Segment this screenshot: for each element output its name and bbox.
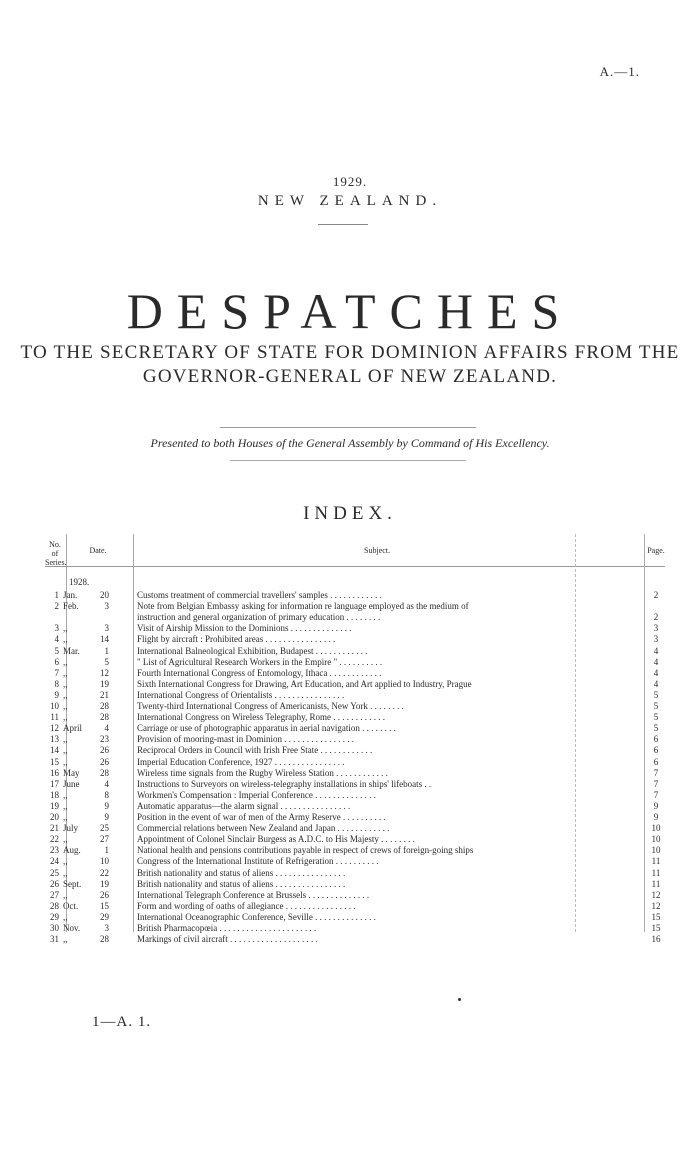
- page-number: 4: [653, 667, 659, 678]
- series-number: 29: [50, 911, 59, 922]
- date-cell: [63, 790, 121, 801]
- table-row: [45, 634, 665, 645]
- date-cell: [63, 601, 121, 612]
- subject: Position in the event of war of men of the Army Reserve . . . . . . . . . .: [137, 812, 386, 822]
- subject: Customs treatment of commercial travellers' samples . . . . . . . . . . . .: [137, 590, 382, 600]
- series-number: 26: [50, 878, 59, 889]
- subject: Commercial relations between New Zealand and Japan . . . . . . . . . . . .: [137, 823, 390, 834]
- table-row: [45, 679, 665, 690]
- month: July: [63, 823, 79, 834]
- day: 15: [100, 900, 109, 911]
- subject: International Oceanographic Conference, Seville . . . . . . . . . . . . . .: [137, 911, 376, 922]
- subject: Form and wording of oaths of allegiance . . . . . . . . . . . . . . . .: [137, 900, 356, 911]
- date-cell: [63, 757, 121, 768]
- table-row: [45, 790, 665, 801]
- date-cell: [63, 768, 121, 779]
- page-number: 6: [653, 734, 659, 745]
- subject: British nationality and status of aliens . . . . . . . . . . . . . . . .: [137, 878, 346, 889]
- month: ,,: [63, 867, 68, 878]
- month: ,,: [63, 889, 68, 900]
- day: 20: [100, 590, 109, 600]
- date-cell: [63, 657, 121, 668]
- date-cell: [63, 590, 121, 601]
- country-heading: NEW ZEALAND.: [257, 193, 443, 209]
- date-cell: [63, 668, 121, 679]
- page-number: 5: [653, 712, 659, 723]
- series-number: 10: [50, 701, 59, 711]
- day: 9: [104, 800, 109, 811]
- series-number: 11: [50, 712, 59, 723]
- subject: Twenty-third International Congress of Americanists, New York . . . . . . . .: [137, 701, 404, 711]
- month: ,,: [63, 834, 68, 845]
- month: ,,: [63, 800, 68, 811]
- series-number: 27: [50, 889, 59, 900]
- day: 29: [100, 911, 109, 922]
- month: ,,: [63, 678, 68, 689]
- page-number: 10: [651, 823, 661, 834]
- table-row: [45, 845, 665, 856]
- day: 4: [104, 723, 109, 734]
- page-number: 6: [653, 756, 659, 767]
- page-number: 7: [653, 767, 659, 778]
- series-number: 7: [54, 667, 59, 678]
- subject: International Congress on Wireless Telegraphy, Rome . . . . . . . . . . . .: [137, 712, 386, 723]
- date-cell: [63, 834, 121, 845]
- day: 3: [104, 923, 109, 933]
- day: 9: [104, 812, 109, 822]
- subject: Visit of Airship Mission to the Dominions . . . . . . . . . . . . . .: [137, 623, 352, 634]
- index-table: [45, 534, 665, 945]
- description-line-1: TO THE SECRETARY OF STATE FOR DOMINION AFFAIRS FROM THE: [20, 342, 680, 363]
- subject: " List of Agricultural Research Workers in the Empire " . . . . . . . . . .: [137, 656, 383, 667]
- header-no: No. of Series.: [45, 540, 67, 567]
- month: Sept.: [63, 878, 82, 889]
- page-number: 4: [653, 678, 659, 689]
- page-number: 3: [653, 634, 659, 645]
- page-number: 9: [653, 812, 659, 822]
- day: 22: [100, 867, 109, 878]
- day: 12: [100, 667, 109, 678]
- page-number: 11: [651, 856, 661, 867]
- series-number: 31: [50, 934, 59, 945]
- subject: International Congress of Orientalists . . . . . . . . . . . . . . . .: [137, 689, 345, 700]
- page-number: 11: [651, 867, 661, 878]
- subject: International Telegraph Conference at Brussels . . . . . . . . . . . . . .: [137, 889, 370, 900]
- subject: Appointment of Colonel Sinclair Burgess as A.D.C. to His Majesty . . . . . . . .: [137, 834, 415, 845]
- subject: Markings of civil aircraft . . . . . . . . . . . . . . . . . . . .: [137, 934, 318, 945]
- date-cell: [63, 879, 121, 890]
- subject: Automatic apparatus—the alarm signal . . . . . . . . . . . . . . . .: [137, 800, 351, 811]
- month: ,,: [63, 634, 68, 645]
- series-number: 4: [54, 634, 59, 645]
- table-row: [45, 923, 665, 934]
- page-number: 15: [651, 923, 661, 933]
- table-row: [45, 690, 665, 701]
- date-cell: [63, 923, 121, 934]
- series-number: 28: [50, 900, 59, 911]
- page-number: 5: [653, 723, 659, 734]
- series-number: 20: [50, 812, 59, 822]
- table-row: [45, 734, 665, 745]
- month: ,,: [63, 856, 68, 867]
- month: ,,: [63, 734, 68, 745]
- date-cell: [63, 934, 121, 945]
- year-label: 1928.: [69, 577, 90, 587]
- series-number: 6: [54, 656, 59, 667]
- date-cell: [63, 901, 121, 912]
- day: 10: [100, 856, 109, 867]
- series-number: 8: [54, 678, 59, 689]
- date-cell: [63, 646, 121, 657]
- table-row: [45, 779, 665, 790]
- table-row: [45, 856, 665, 867]
- table-row: [45, 757, 665, 768]
- day: 19: [100, 878, 109, 889]
- month: Jan.: [63, 590, 78, 600]
- divider: [230, 460, 466, 461]
- table-row: [45, 868, 665, 879]
- subject: Flight by aircraft : Prohibited areas . . . . . . . . . . . . . . . .: [137, 634, 336, 645]
- subject: British nationality and status of aliens . . . . . . . . . . . . . . . .: [137, 867, 346, 878]
- index-title: INDEX.: [303, 503, 397, 524]
- series-number: 15: [50, 756, 59, 767]
- month: Nov.: [63, 923, 81, 933]
- month: ,,: [63, 745, 68, 756]
- date-cell: [63, 723, 121, 734]
- day: 28: [100, 701, 109, 711]
- table-row: [45, 601, 665, 612]
- table-row: [45, 701, 665, 712]
- date-cell: [63, 823, 121, 834]
- series-number: 1: [54, 590, 59, 600]
- series-number: 16: [50, 767, 59, 778]
- table-row: [45, 668, 665, 679]
- subject: Note from Belgian Embassy asking for information re language employed as the medium of: [137, 601, 469, 612]
- series-number: 30: [50, 923, 59, 933]
- date-cell: [63, 812, 121, 823]
- month: ,,: [63, 756, 68, 767]
- page-number: 10: [651, 834, 661, 845]
- day: 1: [104, 645, 109, 656]
- month: April: [63, 723, 82, 734]
- date-cell: [63, 734, 121, 745]
- header-date: Date.: [89, 546, 107, 555]
- date-cell: [63, 745, 121, 756]
- date-cell: [63, 890, 121, 901]
- subject: Wireless time signals from the Rugby Wireless Station . . . . . . . . . . . .: [137, 767, 388, 778]
- date-cell: [63, 845, 121, 856]
- month: June: [63, 778, 80, 789]
- ink-dot: [458, 998, 461, 1001]
- day: 19: [100, 678, 109, 689]
- divider: [318, 224, 368, 225]
- table-row: [45, 612, 665, 623]
- day: 1: [104, 845, 109, 856]
- table-row: [45, 623, 665, 634]
- series-number: 24: [50, 856, 59, 867]
- month: ,,: [63, 934, 68, 945]
- series-number: 2: [54, 601, 59, 612]
- date-cell: [63, 623, 121, 634]
- subject: Workmen's Compensation : Imperial Conference . . . . . . . . . . . . . .: [137, 789, 376, 800]
- year: 1929.: [332, 174, 368, 189]
- subject: instruction and general organization of primary education . . . . . . . .: [137, 612, 381, 623]
- month: Feb.: [63, 601, 79, 612]
- table-row: [45, 590, 665, 601]
- page-number: 15: [651, 911, 661, 922]
- day: 28: [100, 934, 109, 945]
- month: ,,: [63, 812, 68, 822]
- date-cell: [63, 679, 121, 690]
- series-number: 5: [54, 645, 59, 656]
- date-cell: [63, 690, 121, 701]
- page-number: 4: [653, 645, 659, 656]
- subject: International Balneological Exhibition, Budapest . . . . . . . . . . . .: [137, 645, 368, 656]
- series-number: 25: [50, 867, 59, 878]
- page-title: DESPATCHES: [126, 283, 574, 339]
- month: ,,: [63, 667, 68, 678]
- page-number: 9: [653, 800, 659, 811]
- month: Mar.: [63, 645, 80, 656]
- subject: British Pharmacopœia . . . . . . . . . . . . . . . . . . . . . .: [137, 923, 317, 933]
- day: 26: [100, 756, 109, 767]
- day: 23: [100, 734, 109, 745]
- page-number: 3: [653, 623, 659, 634]
- page-number: 7: [653, 778, 659, 789]
- header-subject: Subject.: [364, 546, 390, 555]
- date-cell: [63, 912, 121, 923]
- table-row: [45, 657, 665, 668]
- table-row: [45, 723, 665, 734]
- table-row: [45, 912, 665, 923]
- month: ,,: [63, 656, 68, 667]
- month: ,,: [63, 911, 68, 922]
- table-row: [45, 834, 665, 845]
- page-number: 2: [653, 612, 659, 623]
- subject: Carriage or use of photographic apparatus in aerial navigation . . . . . . . .: [137, 723, 396, 734]
- divider: [220, 427, 476, 428]
- series-number: 19: [50, 800, 59, 811]
- series-number: 13: [50, 734, 59, 745]
- day: 4: [104, 778, 109, 789]
- table-row: [45, 879, 665, 890]
- subject: Imperial Education Conference, 1927 . . . . . . . . . . . . . . . .: [137, 756, 345, 767]
- subject: Provision of mooring-mast in Dominion . . . . . . . . . . . . . . . .: [137, 734, 354, 745]
- month: Aug.: [63, 845, 81, 856]
- table-row: [45, 646, 665, 657]
- page-signature: 1—A. 1.: [92, 1014, 152, 1030]
- table-row: [45, 901, 665, 912]
- day: 5: [104, 656, 109, 667]
- day: 14: [100, 634, 109, 645]
- date-cell: [63, 779, 121, 790]
- subject: Reciprocal Orders in Council with Irish Free State . . . . . . . . . . . .: [137, 745, 373, 756]
- series-number: 21: [50, 823, 59, 834]
- series-number: 12: [50, 723, 59, 734]
- page-number: 12: [651, 900, 661, 911]
- subject: Sixth International Congress for Drawing, Art Education, and Art applied to Industry, Prague: [137, 678, 472, 689]
- table-row: [45, 812, 665, 823]
- day: 26: [100, 889, 109, 900]
- table-row: [45, 823, 665, 834]
- table-row: [45, 934, 665, 945]
- month: ,,: [63, 789, 68, 800]
- subject: National health and pensions contributions payable in respect of crews of foreign-going ships: [137, 845, 474, 856]
- description-line-2: GOVERNOR-GENERAL OF NEW ZEALAND.: [142, 366, 558, 387]
- table-row: [45, 745, 665, 756]
- table-row: [45, 768, 665, 779]
- page-number: 11: [651, 878, 661, 889]
- series-number: 23: [50, 845, 59, 856]
- page-number: 4: [653, 656, 659, 667]
- table-row: [45, 712, 665, 723]
- series-number: 18: [50, 789, 59, 800]
- series-number: 3: [54, 623, 59, 634]
- page-number: 7: [653, 789, 659, 800]
- day: 3: [104, 601, 109, 612]
- page-number: 12: [651, 889, 661, 900]
- date-cell: [63, 868, 121, 879]
- month: May: [63, 767, 80, 778]
- header-page: Page.: [647, 546, 665, 555]
- month: ,,: [63, 623, 68, 634]
- series-number: 9: [54, 689, 59, 700]
- day: 28: [100, 767, 109, 778]
- page-number: 5: [653, 701, 659, 711]
- month: Oct.: [63, 900, 79, 911]
- date-cell: [63, 856, 121, 867]
- day: 26: [100, 745, 109, 756]
- month: ,,: [63, 689, 68, 700]
- day: 27: [100, 834, 109, 845]
- day: 3: [104, 623, 109, 634]
- subject: Instructions to Surveyors on wireless-telegraphy installations in ships' lifeboats . .: [137, 778, 432, 789]
- date-cell: [63, 634, 121, 645]
- series-number: 17: [50, 778, 59, 789]
- day: 21: [100, 689, 109, 700]
- subject: Congress of the International Institute of Refrigeration . . . . . . . . . .: [137, 856, 379, 867]
- subject: Fourth International Congress of Entomology, Ithaca . . . . . . . . . . . .: [137, 667, 382, 678]
- day: 28: [100, 712, 109, 723]
- page-number: 16: [651, 934, 661, 945]
- table-row: [45, 890, 665, 901]
- page-number: 10: [651, 845, 661, 856]
- paper-number: A.—1.: [599, 64, 640, 79]
- page-number: 5: [653, 689, 659, 700]
- series-number: 14: [50, 745, 59, 756]
- month: ,,: [63, 701, 68, 711]
- date-cell: [63, 801, 121, 812]
- month: ,,: [63, 712, 68, 723]
- table-row: [45, 801, 665, 812]
- table-header: [45, 534, 665, 567]
- date-cell: [63, 701, 121, 712]
- series-number: 22: [50, 834, 59, 845]
- day: 25: [100, 823, 109, 834]
- date-cell: [63, 612, 121, 623]
- page-number: 2: [653, 590, 659, 600]
- date-cell: [63, 712, 121, 723]
- presented-note: Presented to both Houses of the General Assembly by Command of His Excellency.: [150, 436, 550, 450]
- page-number: 6: [653, 745, 659, 756]
- day: 8: [104, 789, 109, 800]
